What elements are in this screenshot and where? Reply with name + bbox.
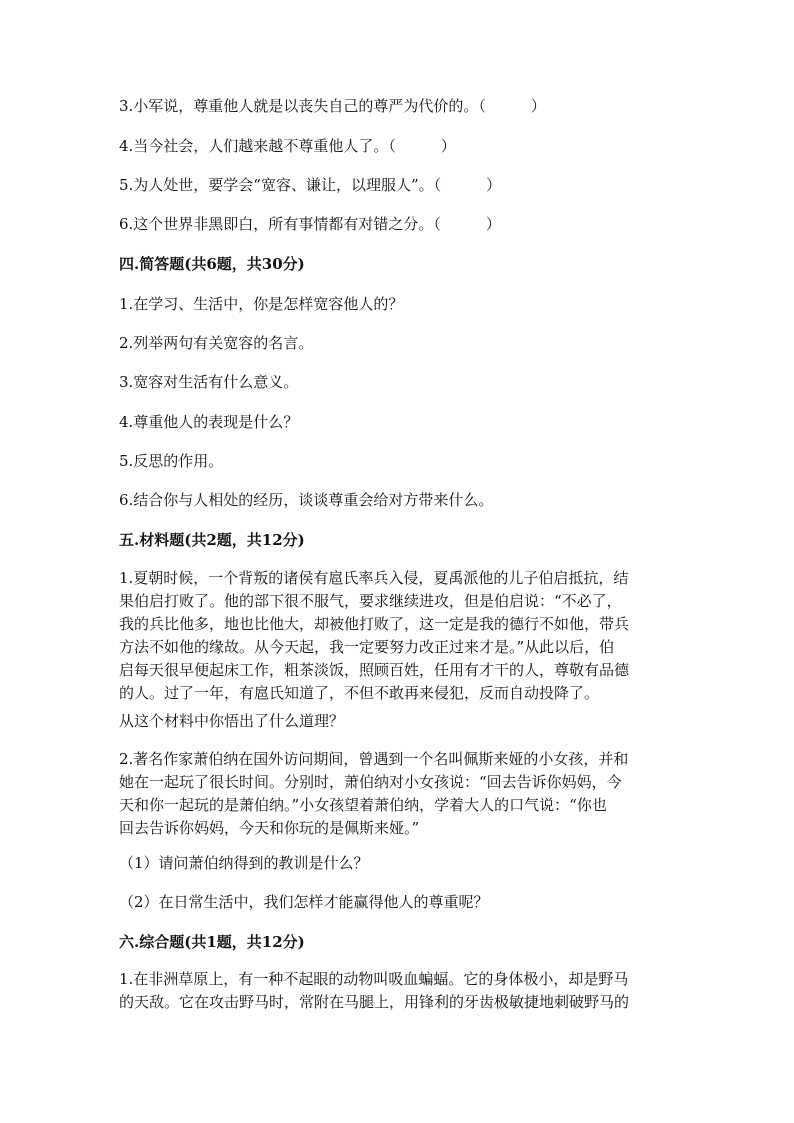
short-answer-q4: 4.尊重他人的表现是什么？	[119, 413, 299, 431]
section-5-title: 五.材料题(共2题，共12分)	[119, 531, 305, 549]
short-answer-q2: 2.列举两句有关宽容的名言。	[119, 334, 314, 352]
material-1-passage	[119, 567, 664, 705]
material-2-subquestion-2: （2）在日常生活中，我们怎样才能赢得他人的尊重呢？	[119, 893, 489, 911]
short-answer-q1: 1.在学习、生活中，你是怎样宽容他人的？	[119, 295, 404, 313]
material-2-passage	[119, 748, 664, 840]
short-answer-q3: 3.宽容对生活有什么意义。	[119, 373, 299, 391]
material-1-line: 的人。过了一年，有扈氏知道了，不但不敢再来侵犯，反而自动投降了。	[119, 684, 600, 702]
comprehensive-line: 1.在非洲草原上，有一种不起眼的动物叫吸血蝙蝠。它的身体极小，却是野马	[119, 970, 629, 988]
comprehensive-q1-passage	[119, 968, 664, 1014]
short-answer-q5: 5.反思的作用。	[119, 452, 224, 470]
material-1-question: 从这个材料中你悟出了什么道理？	[119, 712, 345, 730]
material-1-line: 我的兵比他多，地也比他大，却被他打败了，这一定是我的德行不如他，带兵	[119, 615, 630, 633]
judgement-q5: 5.为人处世，要学会“宽容、谦让，以理服人”。（ ）	[119, 176, 502, 194]
section-6-title: 六.综合题(共1题，共12分)	[119, 933, 305, 951]
material-2-subquestion-1: （1）请问萧伯纳得到的教训是什么？	[119, 854, 369, 872]
material-2-line: 回去告诉你妈妈，今天和你玩的是佩斯来娅。”	[119, 819, 420, 837]
material-2-line: 天和你一起玩的是萧伯纳。”小女孩望着萧伯纳，学着大人的口气说：“你也	[119, 796, 607, 814]
comprehensive-line: 的天敌。它在攻击野马时，常附在马腿上，用锋利的牙齿极敏捷地刺破野马的	[119, 993, 630, 1011]
material-1-line: 果伯启打败了。他的部下很不服气，要求继续进攻，但是伯启说：“不必了，	[119, 592, 622, 610]
material-1-line: 1.夏朝时候，一个背叛的诸侯有扈氏率兵入侵，夏禹派他的儿子伯启抵抗，结	[119, 569, 629, 587]
material-1-line: 启每天很早便起床工作，粗茶淡饭，照顾百姓，任用有才干的人，尊敬有品德	[119, 661, 630, 679]
section-4-title: 四.简答题(共6题，共30分)	[119, 255, 305, 273]
material-2-line: 2.著名作家萧伯纳在国外访问期间，曾遇到一个名叫佩斯来娅的小女孩，并和	[119, 750, 629, 768]
short-answer-q6: 6.结合你与人相处的经历，谈谈尊重会给对方带来什么。	[119, 491, 494, 509]
judgement-q4: 4.当今社会，人们越来越不尊重他人了。（ ）	[119, 137, 456, 155]
material-1-line: 方法不如他的缘故。从今天起，我一定要努力改正过来才是。”从此以后，伯	[119, 638, 615, 656]
material-2-line: 她在一起玩了很长时间。分别时，萧伯纳对小女孩说：“回去告诉你妈妈，今	[119, 773, 622, 791]
judgement-q3: 3.小军说，尊重他人就是以丧失自己的尊严为代价的。（ ）	[119, 97, 546, 115]
judgement-q6: 6.这个世界非黑即白，所有事情都有对错之分。（ ）	[119, 215, 501, 233]
